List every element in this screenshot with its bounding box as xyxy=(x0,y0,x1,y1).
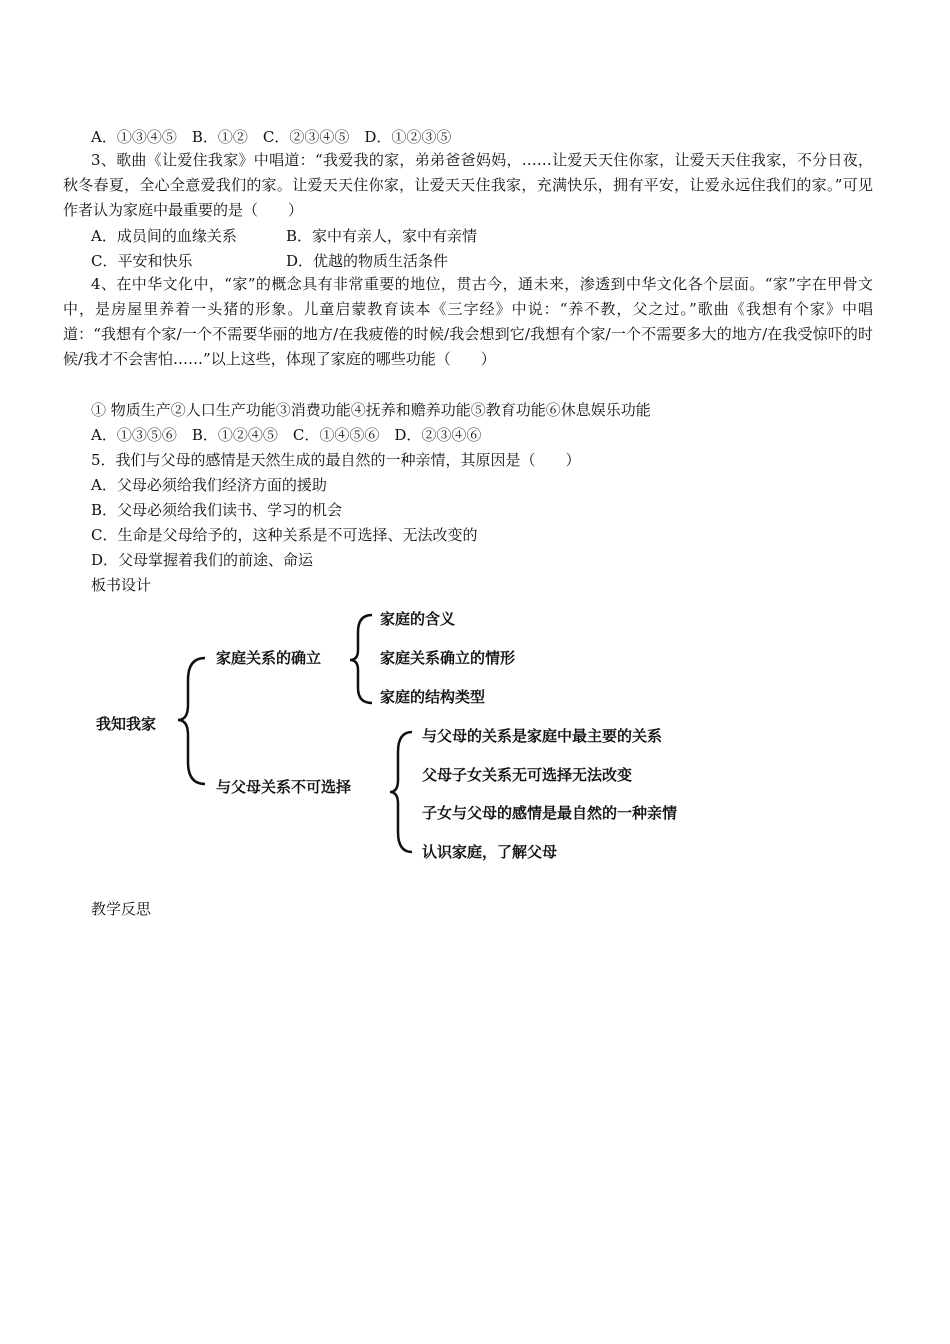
branch2-item: 父母子女关系无可选择无法改变 xyxy=(422,766,633,784)
reflection-heading: 教学反思 xyxy=(91,900,152,918)
q5-option-b: B．父母必须给我们读书、学习的机会 xyxy=(91,501,343,519)
q2-options: A．①③④⑤ B．①② C．②③④⑤ D．①②③⑤ xyxy=(91,128,452,146)
branch1-label: 家庭关系的确立 xyxy=(216,649,322,667)
q5-stem: 5．我们与父母的感情是天然生成的最自然的一种亲情，其原因是（ ） xyxy=(91,451,581,469)
q4-items: ① 物质生产②人口生产功能③消费功能④抚养和赡养功能⑤教育功能⑥休息娱乐功能 xyxy=(91,401,651,419)
branch2-brace xyxy=(390,732,412,852)
root-brace xyxy=(178,658,205,784)
branch2-item: 子女与父母的感情是最自然的一种亲情 xyxy=(422,804,678,822)
q3-stem: 3、歌曲《让爱住我家》中唱道：“我爱我的家，弟弟爸爸妈妈，……让爱天天住你家，让爱天天住我家，不分日夜，秋冬春夏，全心全意爱我们的家。让爱天天住你家，让爱天天住我家，充满快乐，拥有平安，让爱永远住我们的家。”可见作者认为家庭中最重要的是（ ） xyxy=(63,151,873,219)
branch1-item: 家庭的结构类型 xyxy=(380,688,486,706)
branch2-item: 与父母的关系是家庭中最主要的关系 xyxy=(422,727,663,745)
q3-option-c: C．平安和快乐 xyxy=(91,252,193,270)
q5-option-c: C．生命是父母给予的，这种关系是不可选择、无法改变的 xyxy=(91,526,478,544)
q4-stem: 4、在中华文化中，“家”的概念具有非常重要的地位，贯古今，通未来，渗透到中华文化各个层面。“家”字在甲骨文中，是房屋里养着一头猪的形象。儿童启蒙教育读本《三字经》中说：“养不教，父之过。”歌曲《我想有个家》中唱道：“我想有个家/一个不需要华丽的地方/在我疲倦的时候/我会想到它/我想有个家/一个不需要多大的地方/在我受惊吓的时候/我才不会害怕……”以上这些，体现了家庭的哪些功能（ ） xyxy=(63,275,873,368)
board-root: 我知我家 xyxy=(96,715,157,733)
branch1-item: 家庭关系确立的情形 xyxy=(380,649,516,667)
board-heading: 板书设计 xyxy=(91,576,152,594)
branch1-brace xyxy=(350,615,372,703)
branch2-item: 认识家庭，了解父母 xyxy=(422,843,558,861)
branch1-item: 家庭的含义 xyxy=(380,610,456,628)
q3-option-a: A．成员间的血缘关系 xyxy=(91,227,237,245)
q3-option-d: D．优越的物质生活条件 xyxy=(286,252,449,270)
q5-option-a: A．父母必须给我们经济方面的援助 xyxy=(91,476,327,494)
branch2-label: 与父母关系不可选择 xyxy=(216,778,352,796)
q3-option-b: B．家中有亲人，家中有亲情 xyxy=(286,227,478,245)
q4-options: A．①③⑤⑥ B．①②④⑤ C．①④⑤⑥ D．②③④⑥ xyxy=(91,426,482,444)
q5-option-d: D．父母掌握着我们的前途、命运 xyxy=(91,551,314,569)
